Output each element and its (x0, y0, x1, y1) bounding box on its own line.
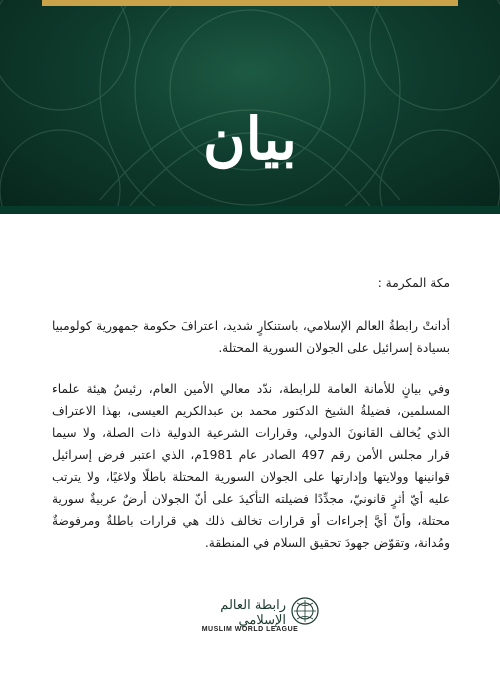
arabesque-pattern (0, 0, 500, 206)
muslim-world-league-logo (180, 596, 320, 636)
header-divider (0, 206, 500, 214)
page-title: بيان (203, 105, 297, 173)
gold-accent-bar (42, 0, 458, 6)
emblem-icon (290, 596, 320, 626)
dateline: مكة المكرمة : (377, 276, 450, 290)
logo-english-text: MUSLIM WORLD LEAGUE (201, 626, 299, 633)
paragraph-1: أدانتْ رابطةُ العالم الإسلامي، باستنكارٍ شديد، اعترافَ حكومة جمهورية كولومبيا بسيادة إسرائيل على الجولان السورية المحتلة. (52, 319, 450, 355)
logo-arabic-text: رابطة العالم الإسلامي (220, 598, 286, 628)
statement-body (52, 272, 450, 573)
header-banner (0, 0, 500, 206)
paragraph-2: وفي بيانٍ للأمانة العامة للرابطة، ندّد معالي الأمين العام، رئيسُ هيئة علماء المسلمين، فضيلةُ الشيخ الدكتور محمد بن عبدالكريم العيسى، بهذا الاعتراف الذي يُخالف القانونَ الدولي، وقرارات الشرعية الدولية ذات الصلة، ولا سيما قرار مجلس الأمن رقم 497 الصادر عام 1981م، الذي اعتبر فرض إسرائيل قوانينها وولايتها وإدارتها على الجولان السورية المحتلة باطلًا ولاغيًا، ولا يترتب عليه أيّ أثرٍ قانونيّ، مجدِّدًا فضيلته التأكيدَ على أنّ الجولان أرضٌ عربيةٌ سورية محتلة، وأنّ أيَّ إجراءات أو قرارات تخالف ذلك هي قرارات باطلةٌ ومرفوضةٌ ومُدانة، وتقوّض جهودَ تحقيق السلام في المنطقة. (52, 382, 450, 550)
